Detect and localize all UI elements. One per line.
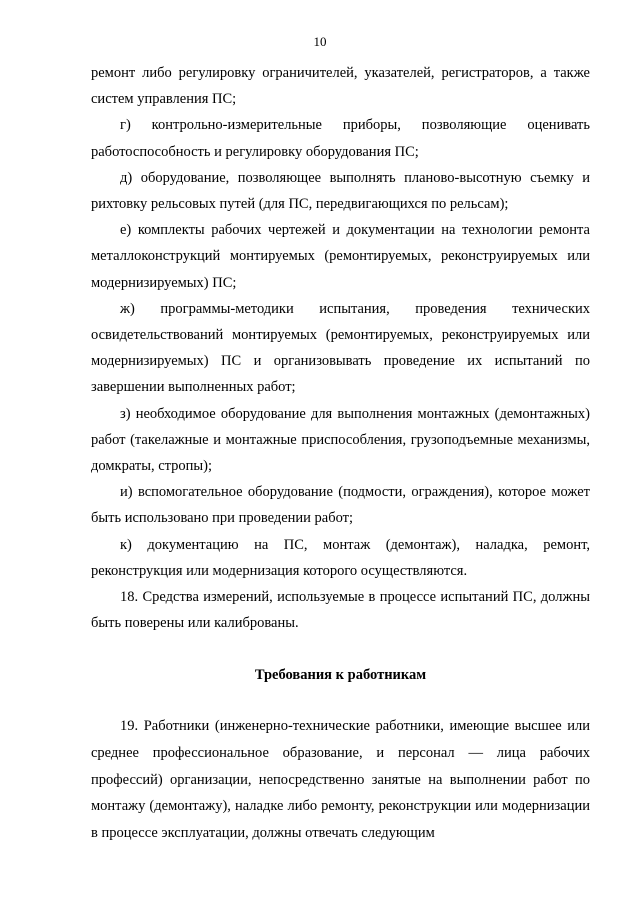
list-item-z: з) необходимое оборудование для выполнения монтажных (демонтажных) работ (такелажные и монтажные приспособления, грузоподъемные механизмы, домкраты, стропы); (91, 405, 590, 475)
paragraph-19: 19. Работники (инженерно-технические работники, имеющие высшее или среднее профессиональное образование, и персонал — лица рабочих профессий) организации, непосредственно занятые на выполнении работ по монтажу (демонтажу), наладке либо ремонту, реконструкции или модернизации в процессе эксплуатации, должны отвечать следующим (91, 718, 590, 841)
list-item-i: и) вспомогательное оборудование (подмости, ограждения), которое может быть использовано при проведении работ; (91, 484, 590, 527)
document-body (91, 60, 590, 846)
paragraph-18: 18. Средства измерений, используемые в процессе испытаний ПС, должны быть поверены или калиброваны. (91, 589, 590, 632)
list-item-zh: ж) программы-методики испытания, проведения технических освидетельствований монтируемых (ремонтируемых, реконструируемых или модернизируемых) ПС и организовывать проведение их испытаний по завершении выполненных работ; (91, 300, 590, 396)
list-item-k: к) документацию на ПС, монтаж (демонтаж), наладка, ремонт, реконструкция или модернизация которого осуществляются. (91, 536, 590, 579)
list-item-d: д) оборудование, позволяющее выполнять планово-высотную съемку и рихтовку рельсовых путей (для ПС, передвигающихся по рельсам); (91, 169, 590, 213)
list-item-g: г) контрольно-измерительные приборы, позволяющие оценивать работоспособность и регулировку оборудования ПС; (91, 117, 590, 160)
list-item-e: е) комплекты рабочих чертежей и документации на технологии ремонта металлоконструкций монтируемых (ремонтируемых, реконструируемых или модернизируемых) ПС; (91, 222, 590, 291)
section-heading: Требования к работникам (254, 667, 427, 684)
page-number: 10 (313, 34, 327, 49)
paragraph-continuation: ремонт либо регулировку ограничителей, указателей, регистраторов, а также систем управления ПС; (91, 65, 590, 108)
